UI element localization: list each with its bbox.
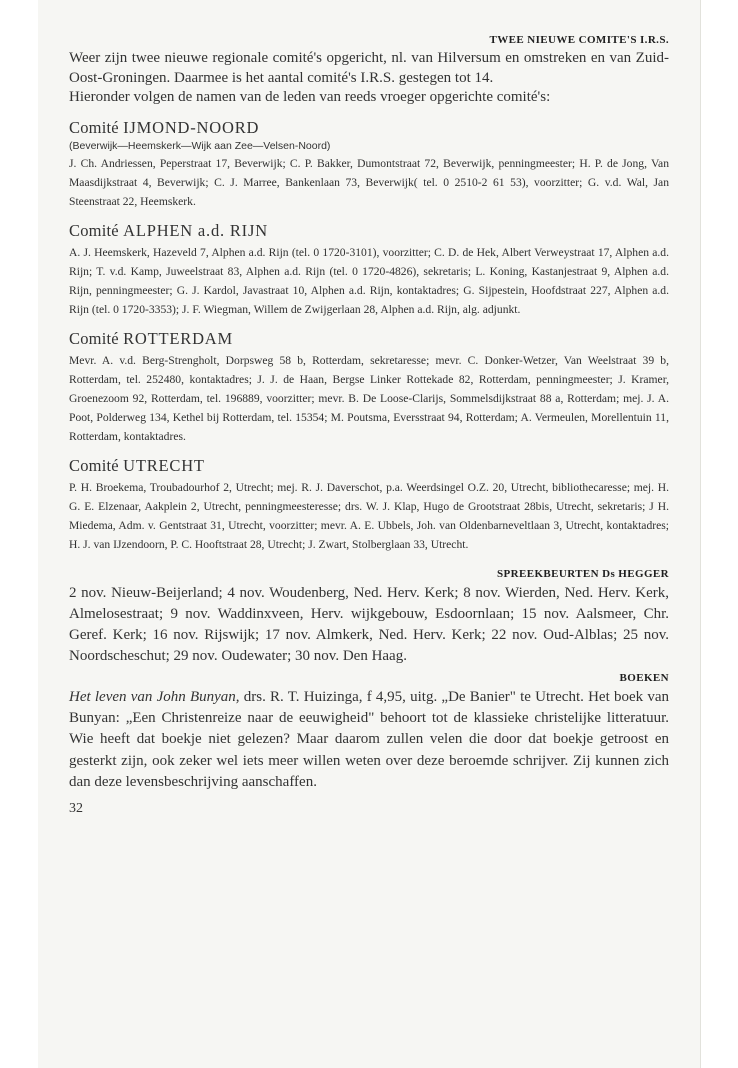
book-description: drs. R. T. Huizinga, f 4,95, uitg. „De Banier" te Utrecht. Het boek van Bunyan: „Een Christenreize naar de eeuwigheid" behoort tot de klassieke christelijke litteratuur. Wie heeft dat boekje niet gelezen? Maar daarom zullen velen die door dat boekje getroost en gesterkt zijn, ook zeker wel iets meer willen weten over deze beroemde schrijver. Zij kunnen zich dan deze levensbeschrijving aanschaffen. bbox=[69, 688, 669, 790]
committee-members: P. H. Broekema, Troubadourhof 2, Utrecht; mej. R. J. Daverschot, p.a. Weerdsingel O.Z. 20, Utrecht, bibliothecaresse; mej. H. G. E. Elzenaar, Aakplein 2, Utrecht, penningmeesteresse; drs. W. J. Klap, Hugo de Grootstraat 28bis, Utrecht, sekretaris; J H. Miedema, Adm. v. Gentstraat 31, Utrecht, voorzitter; mevr. A. E. Ubbels, Joh. van Oldenbarneveltlaan 3, Utrecht, kontaktadres; H. J. van IJzendoorn, P. C. Hooftstraat 28, Utrecht; J. Zwart, Stolberglaan 33, Utrecht. bbox=[69, 480, 669, 551]
committee-name: UTRECHT bbox=[123, 455, 205, 475]
book-title: Het leven van John Bunyan, bbox=[69, 688, 240, 705]
committee-region: (Beverwijk—Heemskerk—Wijk aan Zee—Velsen-Noord) bbox=[69, 139, 331, 152]
heading-new-committees: TWEE NIEUWE COMITE'S I.R.S. bbox=[489, 34, 669, 46]
committee-title bbox=[69, 329, 669, 349]
intro-paragraph-2: Hieronder volgen de namen van de leden van reeds vroeger opgerichte comité's: bbox=[69, 89, 551, 105]
committee-prefix: Comité bbox=[69, 220, 119, 240]
heading-books: BOEKEN bbox=[619, 671, 669, 684]
committee-title bbox=[69, 456, 669, 476]
committee-title bbox=[69, 221, 669, 241]
committee-ijmond-noord bbox=[69, 118, 669, 211]
committee-rotterdam bbox=[69, 329, 669, 446]
committee-prefix: Comité bbox=[69, 117, 119, 137]
committee-name: IJMOND-NOORD bbox=[123, 117, 260, 137]
books-text bbox=[69, 687, 669, 793]
page-content bbox=[69, 34, 669, 817]
committee-name: ROTTERDAM bbox=[123, 328, 233, 348]
page-number: 32 bbox=[69, 801, 83, 817]
committee-title bbox=[69, 118, 669, 138]
committee-members: J. Ch. Andriessen, Peperstraat 17, Beverwijk; C. P. Bakker, Dumontstraat 72, Beverwijk, penningmeester; H. P. de Jong, Van Maasdijkstraat 4, Beverwijk; C. J. Marree, Bankenlaan 73, Beverwijk( tel. 0 2510-2 61 53), voorzitter; G. v.d. Wal, Jan Steenstraat 22, Heemskerk. bbox=[69, 156, 669, 208]
lectures-text: 2 nov. Nieuw-Beijerland; 4 nov. Woudenberg, Ned. Herv. Kerk; 8 nov. Wierden, Ned. Herv. Kerk, Almelosestraat; 9 nov. Waddinxveen, Herv. wijkgebouw, Esdoornlaan; 15 nov. Aalsmeer, Chr. Geref. Kerk; 16 nov. Rijswijk; 17 nov. Almkerk, Ned. Herv. Kerk; 22 nov. Oud-Alblas; 25 nov. Noordscheschut; 29 nov. Oudewater; 30 nov. Den Haag. bbox=[69, 584, 669, 665]
committee-members: A. J. Heemskerk, Hazeveld 7, Alphen a.d. Rijn (tel. 0 1720-3101), voorzitter; C. D. de Hek, Albert Verweystraat 17, Alphen a.d. Rijn; T. v.d. Kamp, Juweelstraat 83, Alphen a.d. Rijn (tel. 0 1720-4826), sekretaris; L. Koning, Kastanjestraat 9, Alphen a.d. Rijn, penningmeester; G. J. Kardol, Javastraat 10, Alphen a.d. Rijn, kontaktadres; G. Sijpestein, Hoofdstraat 227, Alphen a.d. Rijn (tel. 0 1720-3353); J. F. Wiegman, Willem de Zwijgerlaan 28, Alphen a.d. Rijn, alg. adjunkt. bbox=[69, 245, 669, 316]
committee-prefix: Comité bbox=[69, 455, 119, 475]
committee-alphen bbox=[69, 221, 669, 319]
page-sheet bbox=[38, 0, 701, 1068]
committee-utrecht bbox=[69, 456, 669, 554]
committee-prefix: Comité bbox=[69, 328, 119, 348]
committee-name: ALPHEN a.d. RIJN bbox=[123, 220, 268, 240]
committee-members: Mevr. A. v.d. Berg-Strengholt, Dorpsweg 58 b, Rotterdam, sekretaresse; mevr. C. Donker-Wetzer, Van Weelstraat 39 b, Rotterdam, tel. 252480, kontaktadres; J. J. de Haan, Bergse Linker Rottekade 82, Rotterdam, penningmeester; J. Kramer, Groenezoom 92, Rotterdam, tel. 196889, voorzitter; mevr. B. De Loose-Clarijs, Sommelsdijkstraat 88 a, Rotterdam; mej. J. A. Poot, Polderweg 134, Kethel bij Rotterdam, tel. 15354; M. Poutsma, Eversstraat 94, Rotterdam; A. Vermeulen, Morellentuin 11, Rotterdam, kontaktadres. bbox=[69, 353, 669, 443]
heading-lectures: SPREEKBEURTEN Ds HEGGER bbox=[496, 567, 669, 580]
intro-paragraph: Weer zijn twee nieuwe regionale comité's opgericht, nl. van Hilversum en omstreken en van Zuid-Oost-Groningen. Daarmee is het aantal comité's I.R.S. gestegen tot 14. bbox=[69, 50, 669, 86]
